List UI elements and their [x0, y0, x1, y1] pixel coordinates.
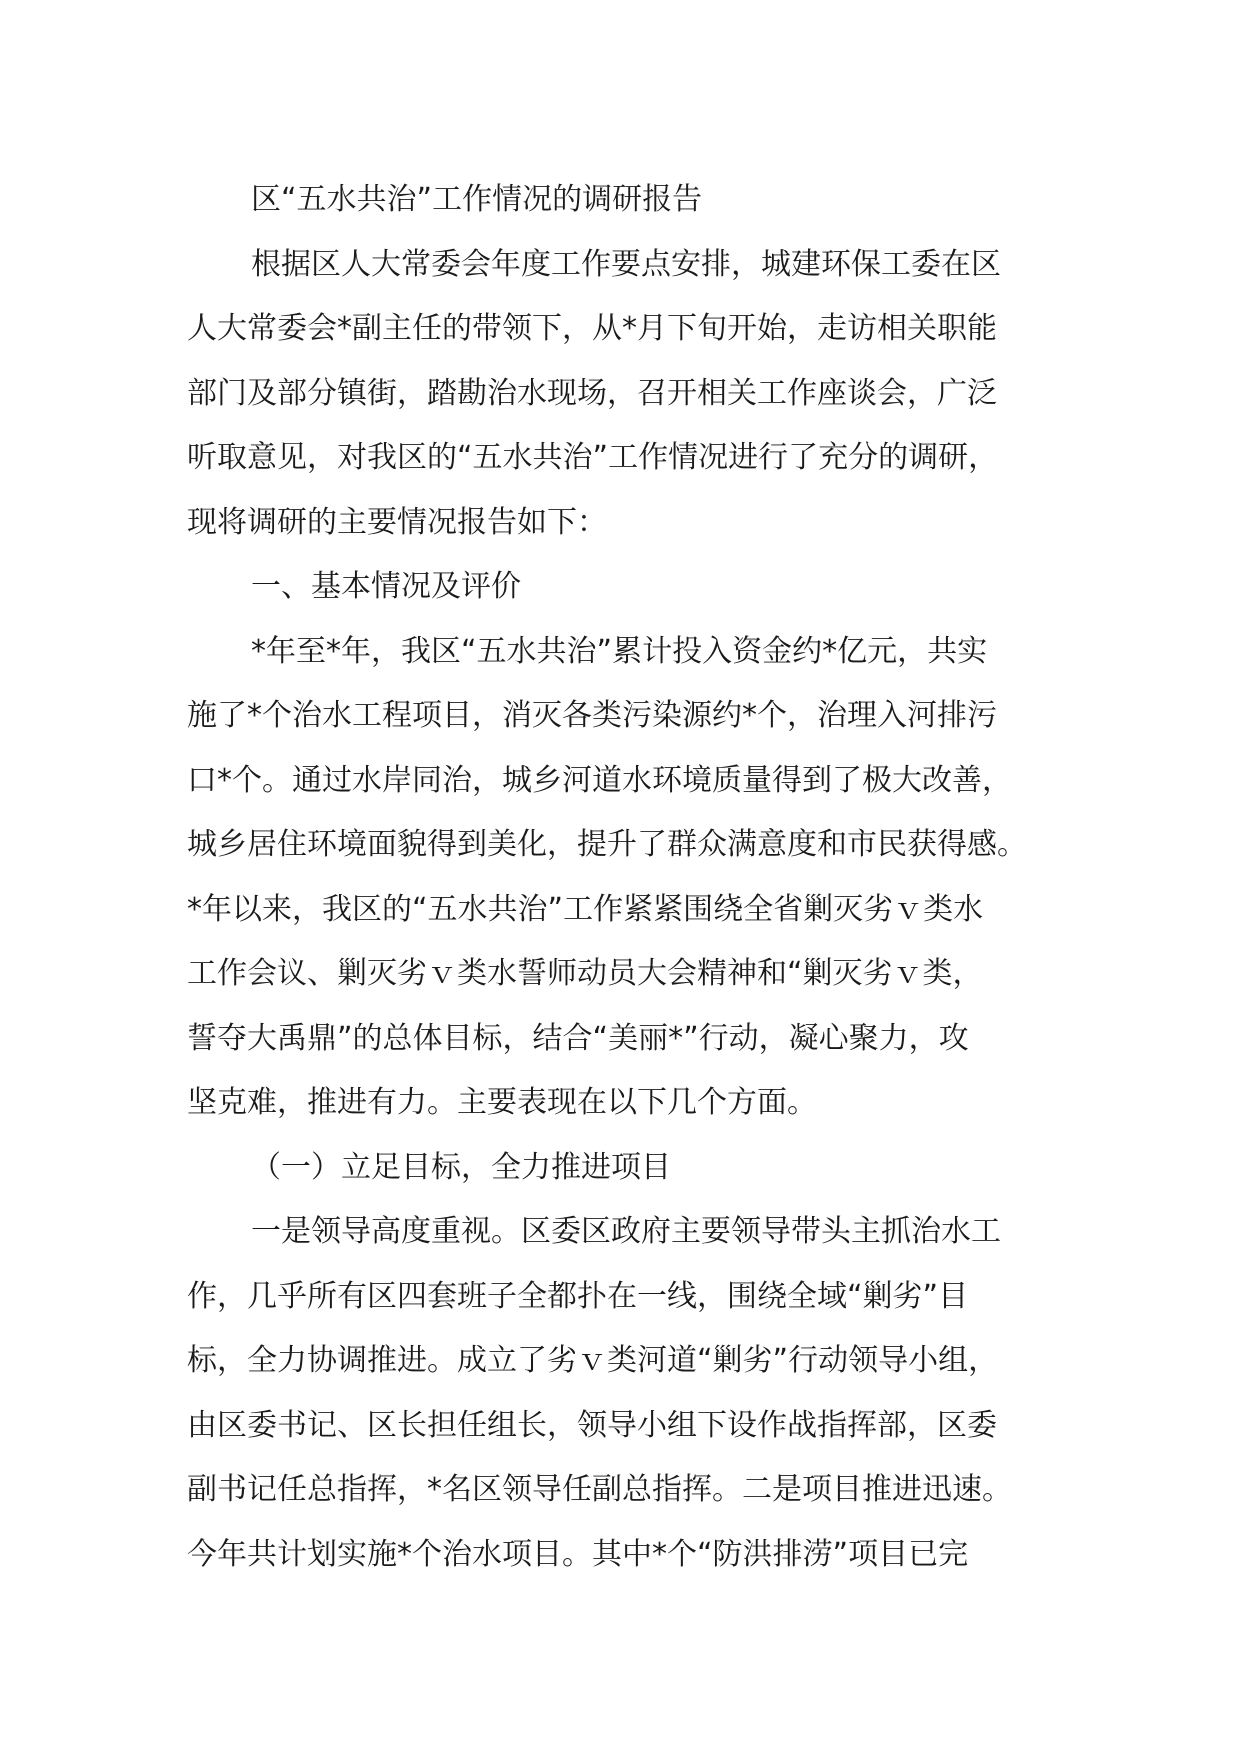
text-line: 一是领导高度重视。区委区政府主要领导带头主抓治水工 — [251, 1214, 1001, 1249]
text-line: 作，几乎所有区四套班子全都扑在一线，围绕全域“剿劣”目 — [187, 1278, 969, 1314]
text-line: 部门及部分镇街，踏勘治水现场，召开相关工作座谈会，广泛 — [187, 375, 997, 411]
text-line: 副书记任总指挥，*名区领导任副总指挥。二是项目推进迅速。 — [187, 1472, 1012, 1507]
text-line: 人大常委会*副主任的带领下，从*月下旬开始，走访相关职能 — [187, 311, 997, 346]
text-line: *年至*年，我区“五水共治”累计投入资金约*亿元，共实 — [251, 633, 988, 669]
document-body — [187, 168, 1087, 1587]
subsection-heading: （一）立足目标，全力推进项目 — [251, 1149, 671, 1185]
text-line: 今年共计划实施*个治水项目。其中*个“防洪排涝”项目已完 — [187, 1536, 969, 1572]
text-line: 口*个。通过水岸同治，城乡河道水环境质量得到了极大改善， — [187, 762, 1012, 798]
section-heading-1 — [187, 555, 1087, 620]
subsection-heading-1 — [187, 1136, 1087, 1201]
paragraph-intro — [187, 233, 1087, 556]
text-line: 由区委书记、区长担任组长，领导小组下设作战指挥部，区委 — [187, 1407, 997, 1443]
text-line: 现将调研的主要情况报告如下： — [187, 504, 607, 540]
paragraph-projects — [187, 1200, 1087, 1587]
text-line: *年以来，我区的“五水共治”工作紧紧围绕全省剿灭劣ｖ类水 — [187, 891, 984, 927]
text-line: 标，全力协调推进。成立了劣ｖ类河道“剿劣”行动领导小组， — [187, 1343, 999, 1378]
text-line: 城乡居住环境面貌得到美化，提升了群众满意度和市民获得感。 — [187, 827, 1027, 862]
text-line: 根据区人大常委会年度工作要点安排，城建环保工委在区 — [251, 246, 1001, 282]
text-line: 施了*个治水工程项目，消灭各类污染源约*个，治理入河排污 — [187, 698, 997, 733]
paragraph-overview — [187, 620, 1087, 1136]
text-line: 工作会议、剿灭劣ｖ类水誓师动员大会精神和“剿灭劣ｖ类， — [187, 956, 983, 991]
text-line: 坚克难，推进有力。主要表现在以下几个方面。 — [187, 1085, 817, 1120]
section-heading: 一、基本情况及评价 — [251, 569, 521, 604]
document-title: 区“五水共治”工作情况的调研报告 — [251, 182, 703, 217]
text-line: 誓夺大禹鼎”的总体目标，结合“美丽*”行动，凝心聚力，攻 — [187, 1020, 969, 1056]
text-line: 听取意见，对我区的“五水共治”工作情况进行了充分的调研， — [187, 440, 999, 475]
